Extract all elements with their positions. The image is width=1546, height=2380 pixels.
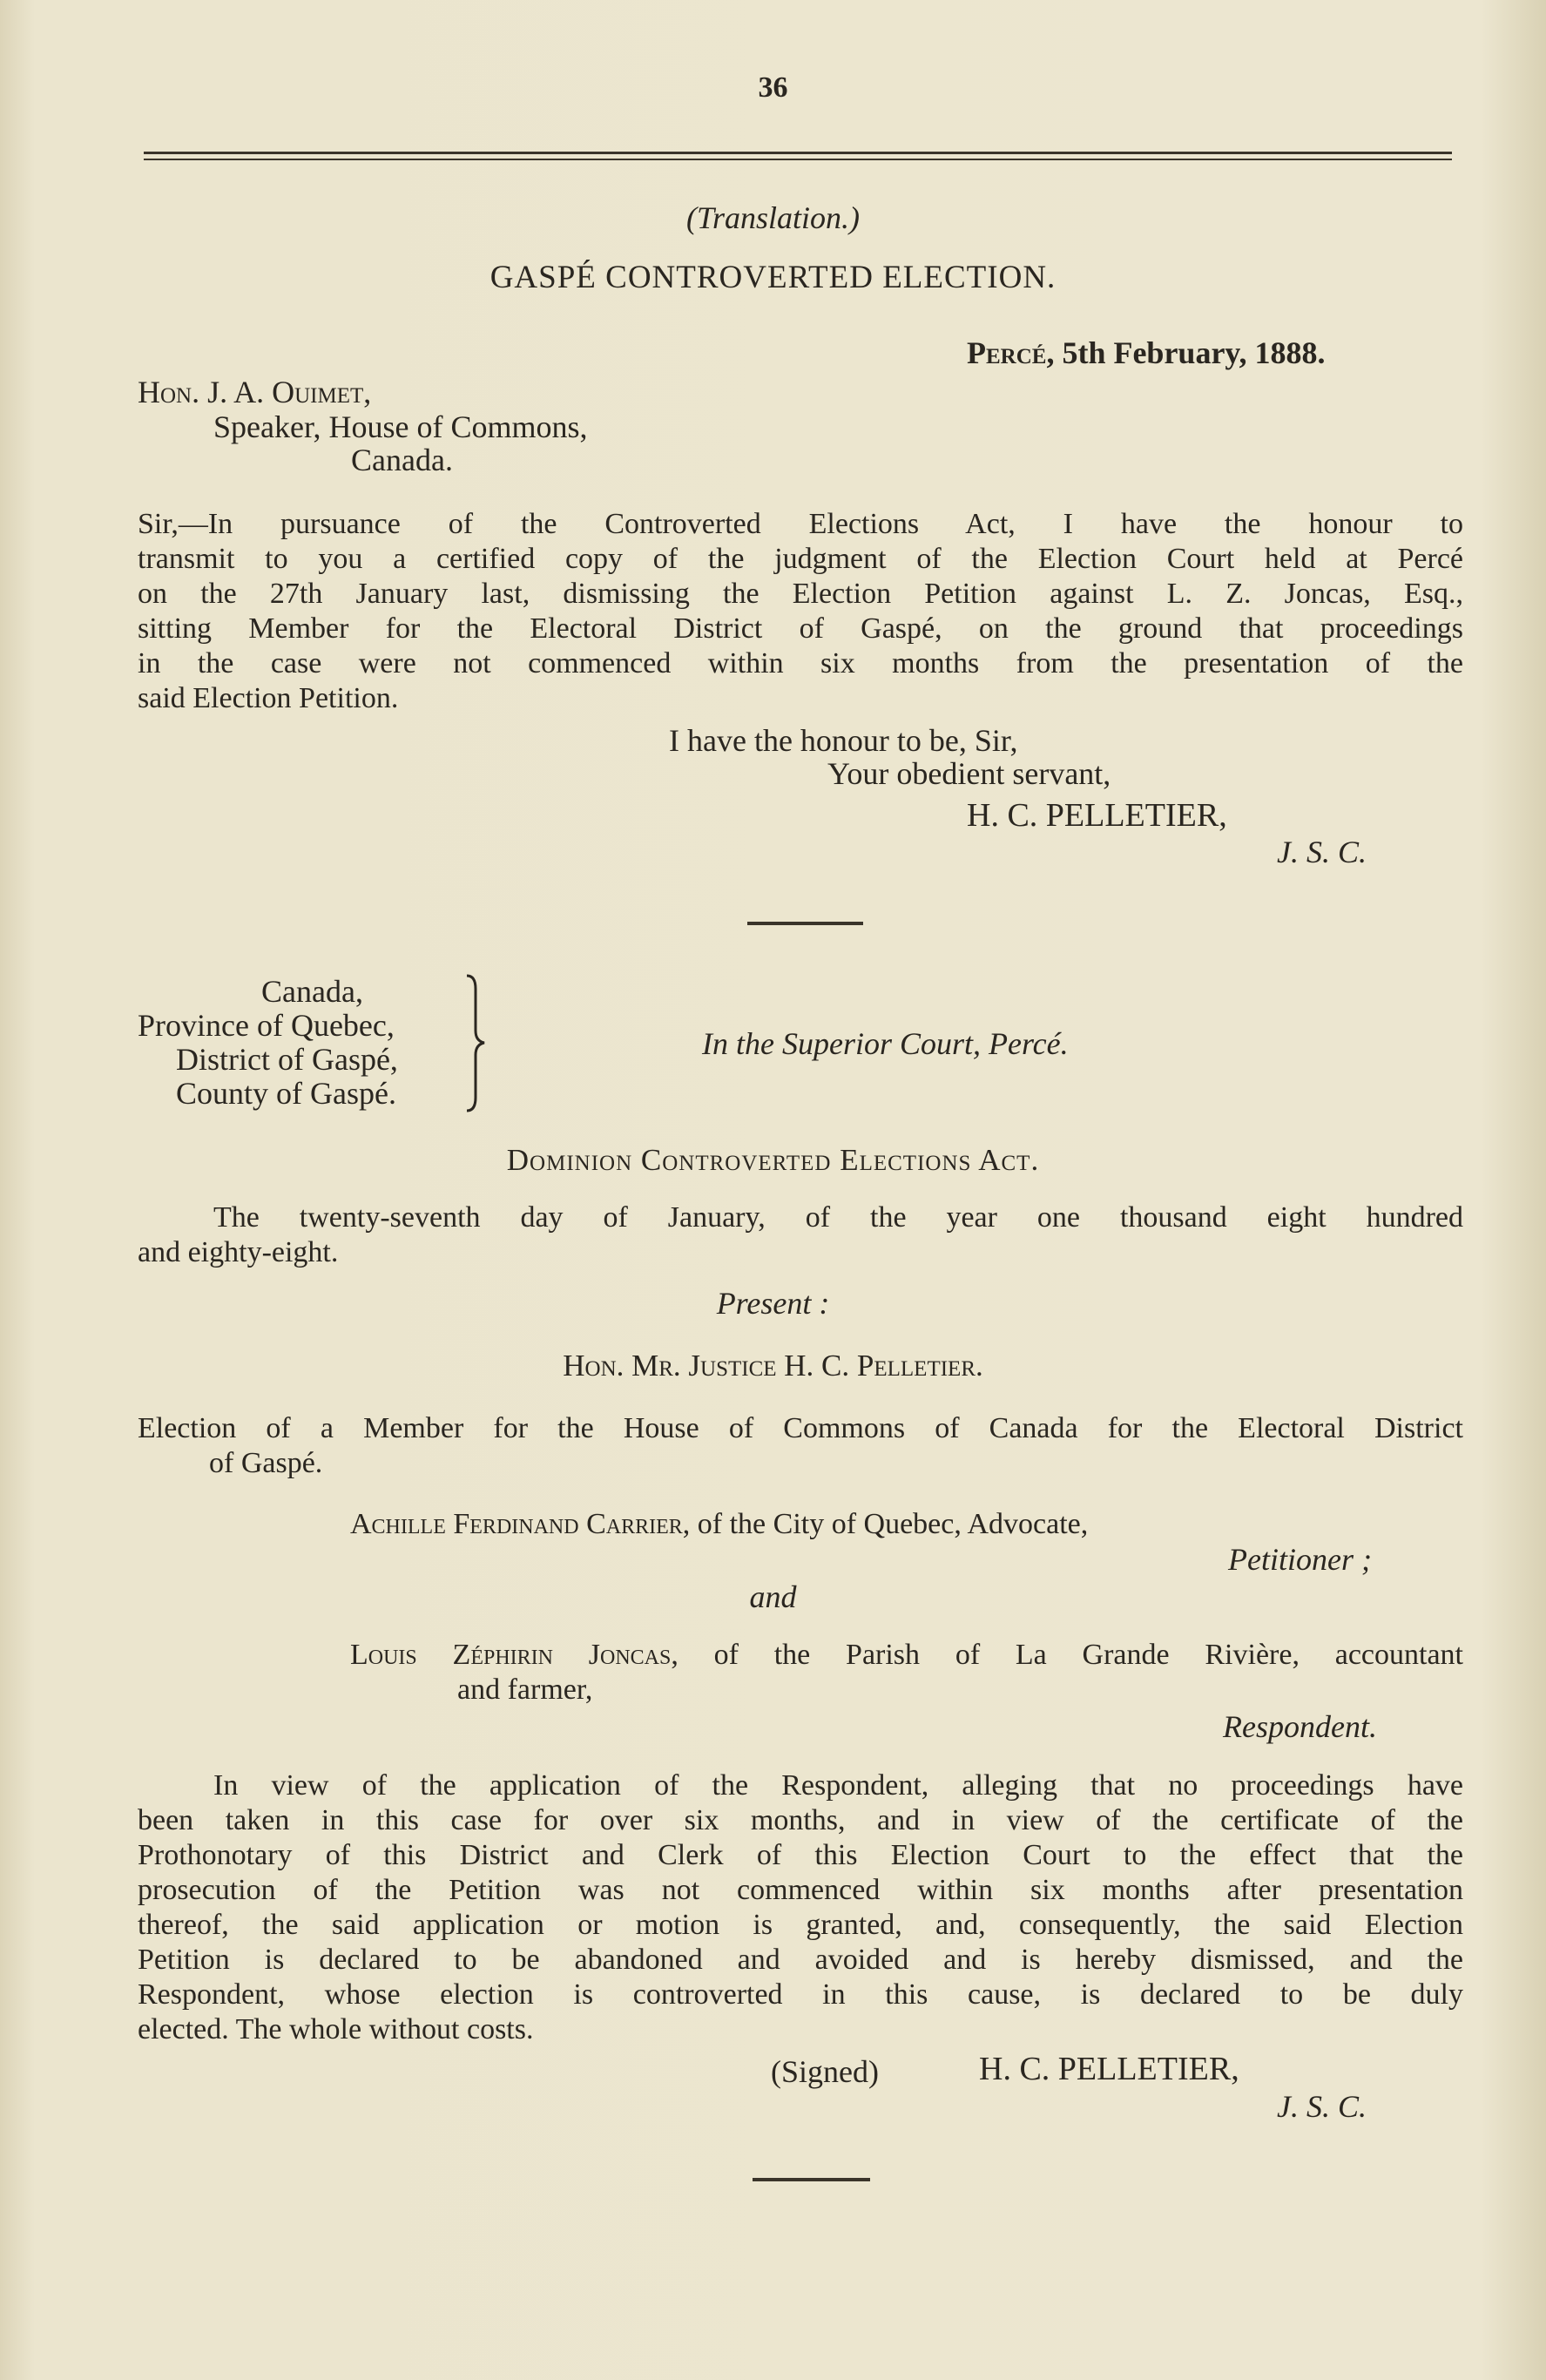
final-signature-title: J. S. C. <box>1277 2089 1367 2124</box>
letter-line: in the case were not commenced within six months from the presentation of the <box>138 647 1463 680</box>
brace-icon <box>462 971 488 1115</box>
letter-line: sitting Member for the Electoral District of Gaspé, on the ground that proceedings <box>138 612 1463 645</box>
closing-line-1: I have the honour to be, Sir, <box>669 723 1018 758</box>
venue-line: Canada, <box>261 974 363 1009</box>
judgment-line: In view of the application of the Respondent, alleging that no proceedings have <box>213 1769 1463 1802</box>
closing-line-2: Your obedient servant, <box>827 756 1111 791</box>
act-heading: Dominion Controverted Elections Act. <box>506 1143 1040 1177</box>
respondent-role: Respondent. <box>1223 1709 1377 1744</box>
respondent-line <box>350 1638 1463 1673</box>
addressee-line-1: Hon. J. A. Ouimet, <box>138 375 372 409</box>
closing-divider <box>753 2178 870 2181</box>
petitioner-line <box>350 1507 1088 1542</box>
judgment-line: prosecution of the Petition was not commenced within six months after presentation <box>138 1874 1463 1906</box>
addressee-line-3: Canada. <box>351 443 453 477</box>
signature-title: J. S. C. <box>1277 835 1367 869</box>
addressee-line-2: Speaker, House of Commons, <box>213 409 588 444</box>
letter-line: on the 27th January last, dismissing the Election Petition against L. Z. Joncas, Esq., <box>138 578 1463 610</box>
judgment-line: Respondent, whose election is controverted in this cause, is declared to be duly <box>138 1978 1463 2011</box>
dateline-place: Percé, <box>967 335 1055 370</box>
dateline <box>967 335 1325 370</box>
present-label: Present : <box>716 1286 830 1321</box>
letter-line: Sir,—In pursuance of the Controverted Elections Act, I have the honour to <box>138 508 1463 540</box>
translation-label: (Translation.) <box>685 200 861 235</box>
justice-name: Hon. Mr. Justice H. C. Pelletier. <box>563 1349 983 1383</box>
header-rule-bottom <box>144 159 1452 160</box>
petitioner-description: of the City of Quebec, Advocate, <box>697 1508 1089 1540</box>
petitioner-role: Petitioner ; <box>1228 1542 1372 1577</box>
respondent-description: of the Parish of La Grande Rivière, accountant <box>713 1639 1463 1671</box>
election-line: of Gaspé. <box>209 1447 323 1479</box>
judgment-line: thereof, the said application or motion is granted, and, consequently, the said Election <box>138 1909 1463 1941</box>
date-line: and eighty-eight. <box>138 1236 339 1268</box>
judgment-line: Petition is declared to be abandoned and avoided and is hereby dismissed, and the <box>138 1944 1463 1976</box>
venue-line: Province of Quebec, <box>138 1008 395 1043</box>
judgment-line: elected. The whole without costs. <box>138 2013 534 2045</box>
header-rule-top <box>144 152 1452 154</box>
court-name: In the Superior Court, Percé. <box>702 1026 1069 1061</box>
signature-name: H. C. PELLETIER, <box>967 797 1227 834</box>
page-number: 36 <box>758 71 788 104</box>
dateline-date: 5th February, 1888. <box>1062 335 1326 370</box>
judgment-line: been taken in this case for over six months, and in view of the certificate of the <box>138 1804 1463 1836</box>
judgment-line: Prothonotary of this District and Clerk of this Election Court to the effect that the <box>138 1839 1463 1871</box>
letter-line: transmit to you a certified copy of the judgment of the Election Court held at Percé <box>138 543 1463 575</box>
respondent-name: Louis Zéphirin Joncas, <box>350 1639 678 1671</box>
section-divider <box>747 922 863 925</box>
venue-line: District of Gaspé, <box>176 1042 398 1077</box>
election-line: Election of a Member for the House of Commons of Canada for the Electoral District <box>138 1412 1463 1444</box>
final-signature-name: H. C. PELLETIER, <box>979 2051 1239 2087</box>
signed-label: (Signed) <box>771 2054 879 2089</box>
petitioner-name: Achille Ferdinand Carrier, <box>350 1508 691 1540</box>
and-label: and <box>749 1579 797 1614</box>
date-line: The twenty-seventh day of January, of the year one thousand eight hundred <box>213 1201 1463 1234</box>
document-title: GASPÉ CONTROVERTED ELECTION. <box>489 260 1057 295</box>
letter-line: said Election Petition. <box>138 682 399 714</box>
respondent-line-2: and farmer, <box>457 1673 593 1706</box>
venue-line: County of Gaspé. <box>176 1076 396 1111</box>
